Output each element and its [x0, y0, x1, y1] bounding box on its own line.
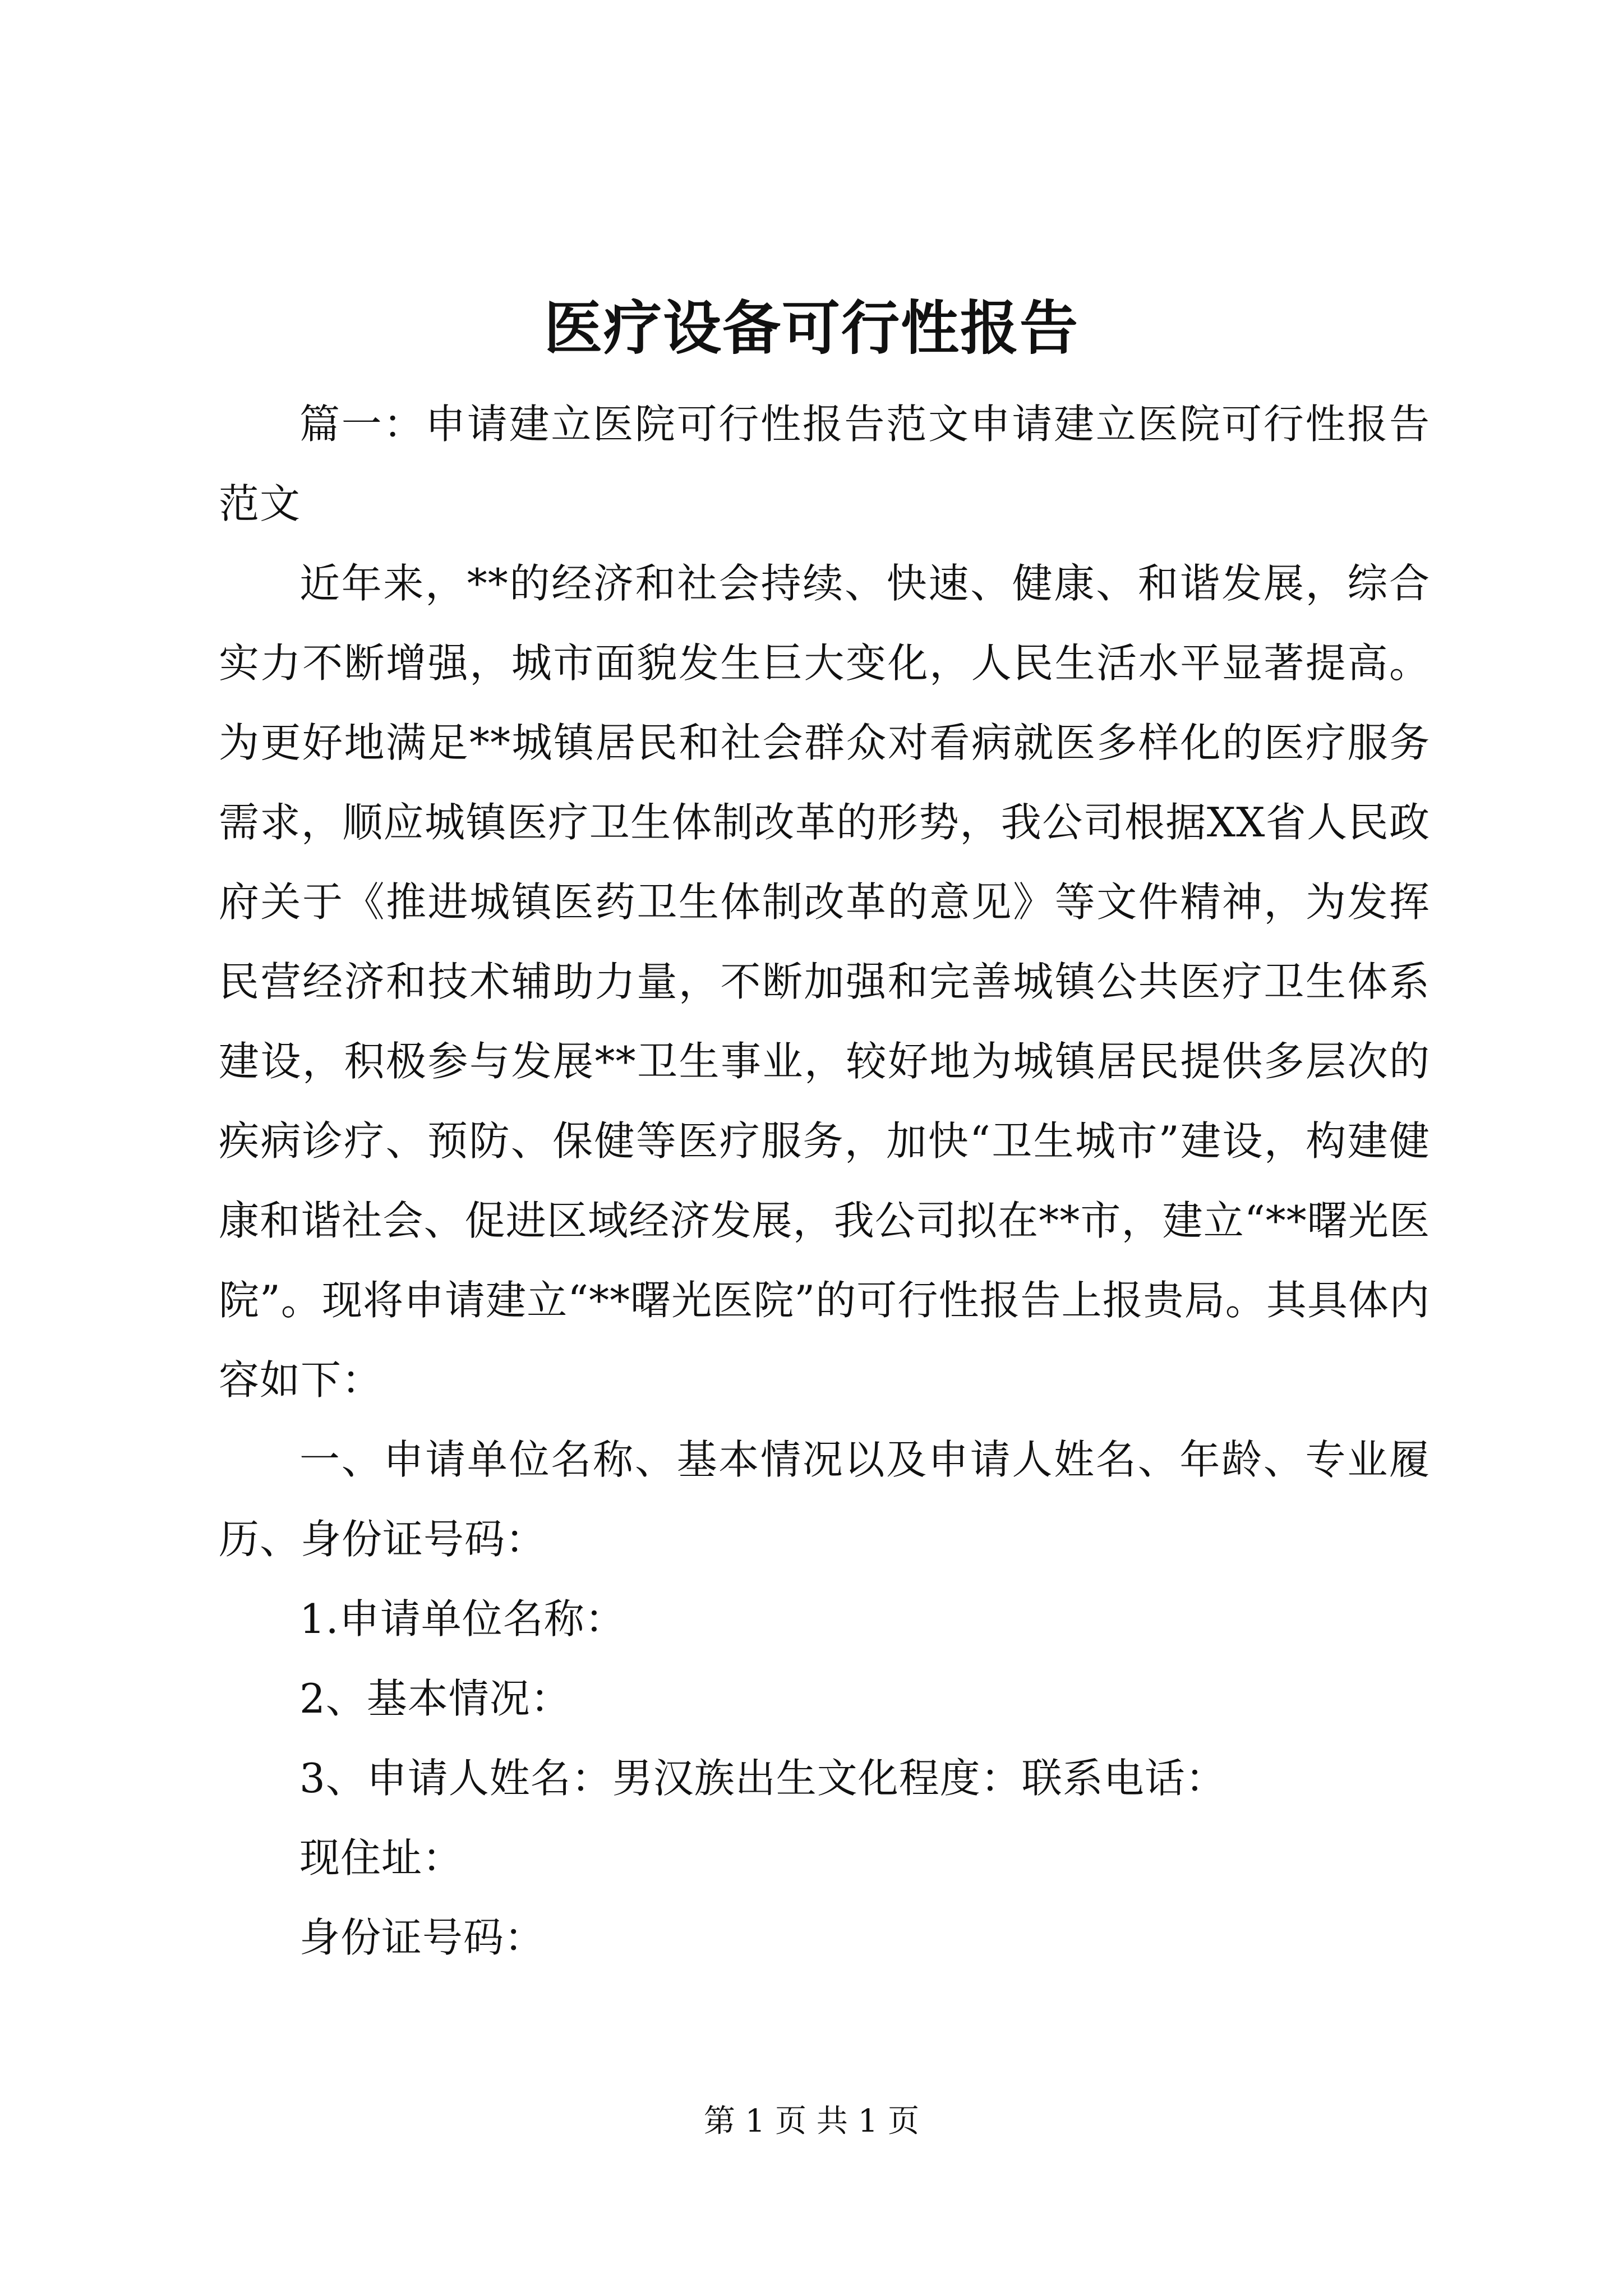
paragraph-item-one: 一、申请单位名称、基本情况以及申请人姓名、年龄、专业履历、身份证号码：	[219, 1436, 1430, 1563]
paragraph-id-number: 身份证号码：	[299, 1914, 546, 1961]
paragraph-section-heading: 篇一：申请建立医院可行性报告范文申请建立医院可行性报告范文	[219, 401, 1430, 527]
document-title: 医疗设备可行性报告	[543, 293, 1079, 362]
paragraph-basic-info: 2、基本情况：	[299, 1675, 571, 1722]
document-body	[219, 384, 1430, 1977]
page-footer: 第 1 页 共 1 页	[703, 2103, 920, 2139]
paragraph-applicant-name: 1.申请单位名称：	[299, 1595, 626, 1642]
paragraph-introduction: 近年来，**的经济和社会持续、快速、健康、和谐发展，综合实力不断增强，城市面貌发生巨大变化，人民生活水平显著提高。为更好地满足**城镇居民和社会群众对看病就医多样化的医疗服务需求，顺应城镇医疗卫生体制改革的形势，我公司根据XX省人民政府关于《推进城镇医药卫生体制改革的意见》等文件精神，为发挥民营经济和技术辅助力量，不断加强和完善城镇公共医疗卫生体系建设，积极参与发展**卫生事业，较好地为城镇居民提供多层次的疾病诊疗、预防、保健等医疗服务，加快“卫生城市”建设，构建健康和谐社会、促进区域经济发展，我公司拟在**市，建立“**曙光医院”。现将申请建立“**曙光医院”的可行性报告上报贵局。其具体内容如下：	[219, 560, 1430, 1404]
paragraph-applicant-details: 3、申请人姓名：男汉族出生文化程度：联系电话：	[299, 1755, 1227, 1802]
paragraph-address: 现住址：	[299, 1834, 464, 1881]
